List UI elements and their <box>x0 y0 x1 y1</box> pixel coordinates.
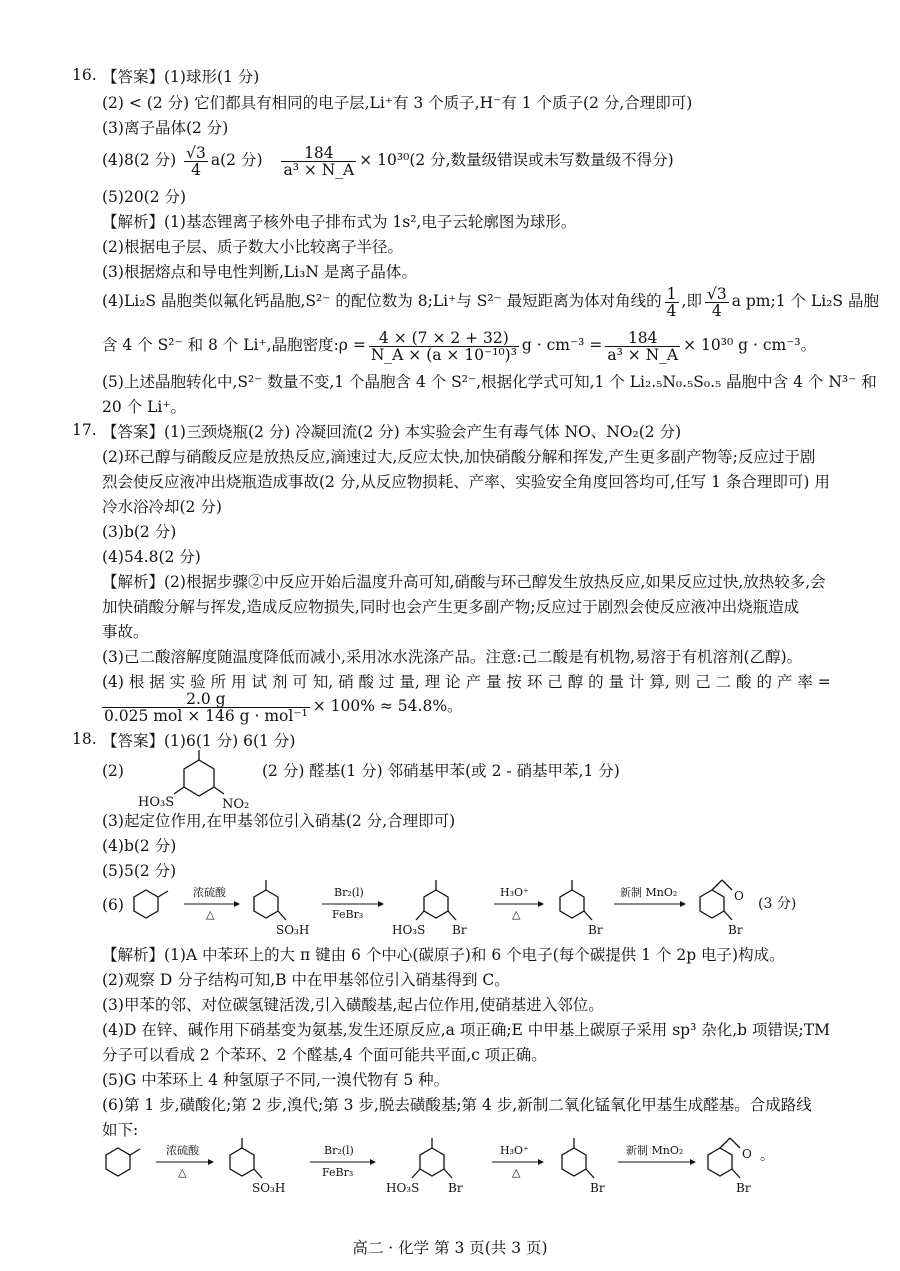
benzene-ring-icon <box>560 890 584 918</box>
q17-explain-2: 加快硝酸分解与挥发,造成反应物损失,同时也会产生更多副产物;反应过于剧烈会使反应液冲出烧瓶造成 <box>102 598 800 616</box>
benzene-ring-icon <box>106 1148 130 1176</box>
svg-text:浓硫酸: 浓硫酸 <box>166 1144 199 1157</box>
svg-text:Br: Br <box>448 1181 463 1195</box>
q17-answer-2: (2)环己醇与硝酸反应是放热反应,滴速过大,反应太快,加快硝酸分解和挥发,产生更多副产物等;反应过于剧 <box>102 448 816 466</box>
q18-answer-3: (3)起定位作用,在甲基邻位引入硝基(2 分,合理即可) <box>102 812 456 830</box>
q17-explain-4: (3)己二酸溶解度随温度降低而减小,采用冰水洗涤产品。注意:己二酸是有机物,易溶于有机溶剂(乙醇)。 <box>102 648 803 666</box>
q17-answer-4: 冷水浴冷却(2 分) <box>102 498 222 516</box>
svg-text:H₃O⁺: H₃O⁺ <box>500 886 529 899</box>
fraction-density: $\frac{4 \times (7 \times 2 + 32)}{\text{N\_A × (a × 10⁻¹⁰)³}}$ <box>370 328 517 364</box>
q16-explain-3: (3)根据熔点和导电性判断,Li₃N 是离子晶体。 <box>102 263 417 281</box>
svg-text:Br: Br <box>728 923 743 937</box>
svg-text:△: △ <box>512 908 521 921</box>
bromo-sulfonic-structure <box>386 1138 463 1195</box>
fraction-184: $\frac{184}{\text{a³ × N\_A}}$ <box>283 143 355 179</box>
q18-explain-5: 分子可以看成 2 个苯环、2 个醛基,4 个面可能共平面,c 项正确。 <box>102 1046 547 1064</box>
benzene-ring-icon <box>708 1148 732 1176</box>
page-footer: 高二 · 化学 第 3 页(共 3 页) <box>352 1239 548 1257</box>
toluene-structure <box>106 1148 140 1176</box>
q17-explain-3: 事故。 <box>102 623 149 641</box>
q16-answer-4: (4)8(2 分) $\frac{√3}{4}$ a(2 分) $\frac{184}{\text{a³ × N\_A}}$ × 10³⁰(2 分,数量级错误或未写数量级不得分) <box>102 143 674 179</box>
q18-answer-4: (4)b(2 分) <box>102 837 177 855</box>
fraction-184: $\frac{184}{\text{a³ × N\_A}}$ <box>607 328 679 364</box>
q18-explain-2: (2)观察 D 分子结构可知,B 中在甲基邻位引入硝基得到 C。 <box>102 971 510 989</box>
q16-number: 16. <box>72 66 97 84</box>
q17-explain-5: (4) 根 据 实 验 所 用 试 剂 可 知, 硝 酸 过 量, 理 论 产 量 按 环 己 醇 的 量 计 算, 则 己 二 酸 的 产 率 = <box>102 673 831 691</box>
q17-answer-6: (4)54.8(2 分) <box>102 548 201 566</box>
fraction-yield: $\frac{2.0 g}{\text{0.025 mol × 146 g · mol⁻¹}}$ <box>104 689 308 725</box>
benzene-ring-icon <box>254 890 278 918</box>
benzene-ring-icon <box>700 890 724 918</box>
benzene-ring-icon <box>184 760 214 796</box>
q18-answer-5: (5)5(2 分) <box>102 862 177 880</box>
bromo-sulfonic-structure <box>392 880 467 937</box>
svg-text:新制 MnO₂: 新制 MnO₂ <box>620 886 678 899</box>
bromotoluene-structure <box>560 880 603 937</box>
no2-label: NO₂ <box>222 797 250 810</box>
benzene-ring-icon <box>420 1148 444 1176</box>
q16-explain-2: (2)根据电子层、质子数大小比较离子半径。 <box>102 238 403 256</box>
svg-text:SO₃H: SO₃H <box>252 1181 286 1195</box>
svg-text:Br: Br <box>452 923 467 937</box>
synthesis-route-answer <box>126 872 816 942</box>
q17-answer-1: 【答案】(1)三颈烧瓶(2 分) 冷凝回流(2 分) 本实验会产生有毒气体 NO、NO₂(2 分) <box>102 423 682 441</box>
svg-text:HO₃S: HO₃S <box>386 1181 420 1195</box>
svg-text:。: 。 <box>760 1148 774 1164</box>
svg-text:△: △ <box>512 1166 521 1179</box>
svg-text:(3 分): (3 分) <box>758 896 797 912</box>
svg-text:HO₃S: HO₃S <box>392 923 426 937</box>
q18-number: 18. <box>72 730 97 748</box>
fraction-sqrt3-over-4: $\frac{√3}{4}$ <box>706 284 727 320</box>
q16-explain-1: 【解析】(1)基态锂离子核外电子排布式为 1s²,电子云轮廓图为球形。 <box>102 213 577 231</box>
svg-text:O: O <box>734 889 744 903</box>
fraction-1-over-4: $\frac{1}{4}$ <box>666 284 677 320</box>
q17-explain-1: 【解析】(2)根据步骤②中反应开始后温度升高可知,硝酸与环己醇发生放热反应,如果反应过快,放热较多,会 <box>102 573 826 591</box>
q18-answer-2-label: (2) <box>102 762 124 780</box>
toluene-structure <box>134 890 168 918</box>
svg-text:△: △ <box>206 908 215 921</box>
q17-answer-3: 烈会使反应液冲出烧瓶造成事故(2 分,从反应物损耗、产率、实验安全角度回答均可,任写 1 条合理即可) 用 <box>102 473 830 491</box>
svg-text:浓硫酸: 浓硫酸 <box>193 886 226 899</box>
svg-text:Br: Br <box>590 1181 605 1195</box>
q16-explain-6: (5)上述晶胞转化中,S²⁻ 数量不变,1 个晶胞含 4 个 S²⁻,根据化学式可知,1 个 Li₂.₅N₀.₅S₀.₅ 晶胞中含 4 个 N³⁻ 和 <box>102 373 877 391</box>
q18-explain-7: (6)第 1 步,磺酸化;第 2 步,溴代;第 3 步,脱去磺酸基;第 4 步,新制二氧化锰氧化甲基生成醛基。合成路线 <box>102 1096 812 1114</box>
so3h-label: HO₃S <box>138 795 175 810</box>
svg-text:新制 MnO₂: 新制 MnO₂ <box>626 1144 684 1157</box>
methylbenzenesulfonic-acid-structure <box>254 880 309 937</box>
benzene-ring-icon <box>562 1148 586 1176</box>
q16-answer-5: (5)20(2 分) <box>102 188 187 206</box>
bromobenzaldehyde-structure <box>700 880 744 937</box>
q18-answer-6-label: (6) <box>102 896 124 914</box>
q17-number: 17. <box>72 421 97 439</box>
bromotoluene-structure <box>562 1138 605 1195</box>
synthesis-route-explain <box>96 1130 796 1200</box>
svg-text:O: O <box>742 1147 752 1161</box>
q16-explain-5: 含 4 个 S²⁻ 和 8 个 Li⁺,晶胞密度:ρ = $\frac{4 \times (7 \times 2 + 32)}{\text{N\_A × (a × 10⁻¹⁰)³}}$ g · cm⁻³ = $\frac{184}{\text{a³ × N\_A}}$ × 10³⁰ g · cm⁻³。 <box>102 328 817 364</box>
q18-explain-8: 如下: <box>102 1121 139 1139</box>
svg-text:H₃O⁺: H₃O⁺ <box>500 1144 529 1157</box>
svg-text:Br: Br <box>736 1181 751 1195</box>
q18-answer-1: 【答案】(1)6(1 分) 6(1 分) <box>102 732 296 750</box>
svg-text:Br₂(l): Br₂(l) <box>324 1144 354 1157</box>
benzene-ring-icon <box>230 1148 254 1176</box>
q17-explain-6: $\frac{2.0 g}{\text{0.025 mol × 146 g · mol⁻¹}}$ × 100% ≈ 54.8%。 <box>104 689 463 725</box>
svg-text:Br: Br <box>588 923 603 937</box>
q18-explain-4: (4)D 在锌、碱作用下硝基变为氨基,发生还原反应,a 项正确;E 中甲基上碳原子采用 sp³ 杂化,b 项错误;TM <box>102 1021 830 1039</box>
benzene-ring-icon <box>134 890 158 918</box>
methylbenzenesulfonic-acid-structure <box>230 1138 285 1195</box>
svg-text:Br₂(l): Br₂(l) <box>334 886 364 899</box>
structure-b-diagram <box>130 748 270 810</box>
q18-explain-6: (5)G 中苯环上 4 种氢原子不同,一溴代物有 5 种。 <box>102 1071 450 1089</box>
fraction-sqrt3-over-4: $\frac{√3}{4}$ <box>186 143 206 179</box>
q16-answer-1: 【答案】(1)球形(1 分) <box>102 68 260 86</box>
q18-answer-2: (2 分) 醛基(1 分) 邻硝基甲苯(或 2 - 硝基甲苯,1 分) <box>262 762 620 780</box>
q18-explain-1: 【解析】(1)A 中苯环上的大 π 键由 6 个中心(碳原子)和 6 个电子(每个碳提供 1 个 2p 电子)构成。 <box>102 946 785 964</box>
bromobenzaldehyde-structure <box>708 1138 752 1195</box>
svg-text:FeBr₃: FeBr₃ <box>332 908 364 921</box>
q16-answer-3: (3)离子晶体(2 分) <box>102 119 229 137</box>
svg-text:△: △ <box>178 1166 187 1179</box>
q16-explain-7: 20 个 Li⁺。 <box>102 398 187 416</box>
svg-text:SO₃H: SO₃H <box>276 923 310 937</box>
q18-explain-3: (3)甲苯的邻、对位碳氢键活泼,引入磺酸基,起占位作用,使硝基进入邻位。 <box>102 996 604 1014</box>
benzene-ring-icon <box>424 890 448 918</box>
q16-explain-4: (4)Li₂S 晶胞类似氟化钙晶胞,S²⁻ 的配位数为 8;Li⁺与 S²⁻ 最短距离为体对角线的 $\frac{1}{4}$ ,即 $\frac{√3}{4}$ a pm;1 个 Li₂S 晶胞 <box>102 284 879 320</box>
svg-text:FeBr₃: FeBr₃ <box>322 1166 354 1179</box>
q16-answer-2: (2) < (2 分) 它们都具有相同的电子层,Li⁺有 3 个质子,H⁻有 1 个质子(2 分,合理即可) <box>102 94 693 112</box>
q17-answer-5: (3)b(2 分) <box>102 523 177 541</box>
